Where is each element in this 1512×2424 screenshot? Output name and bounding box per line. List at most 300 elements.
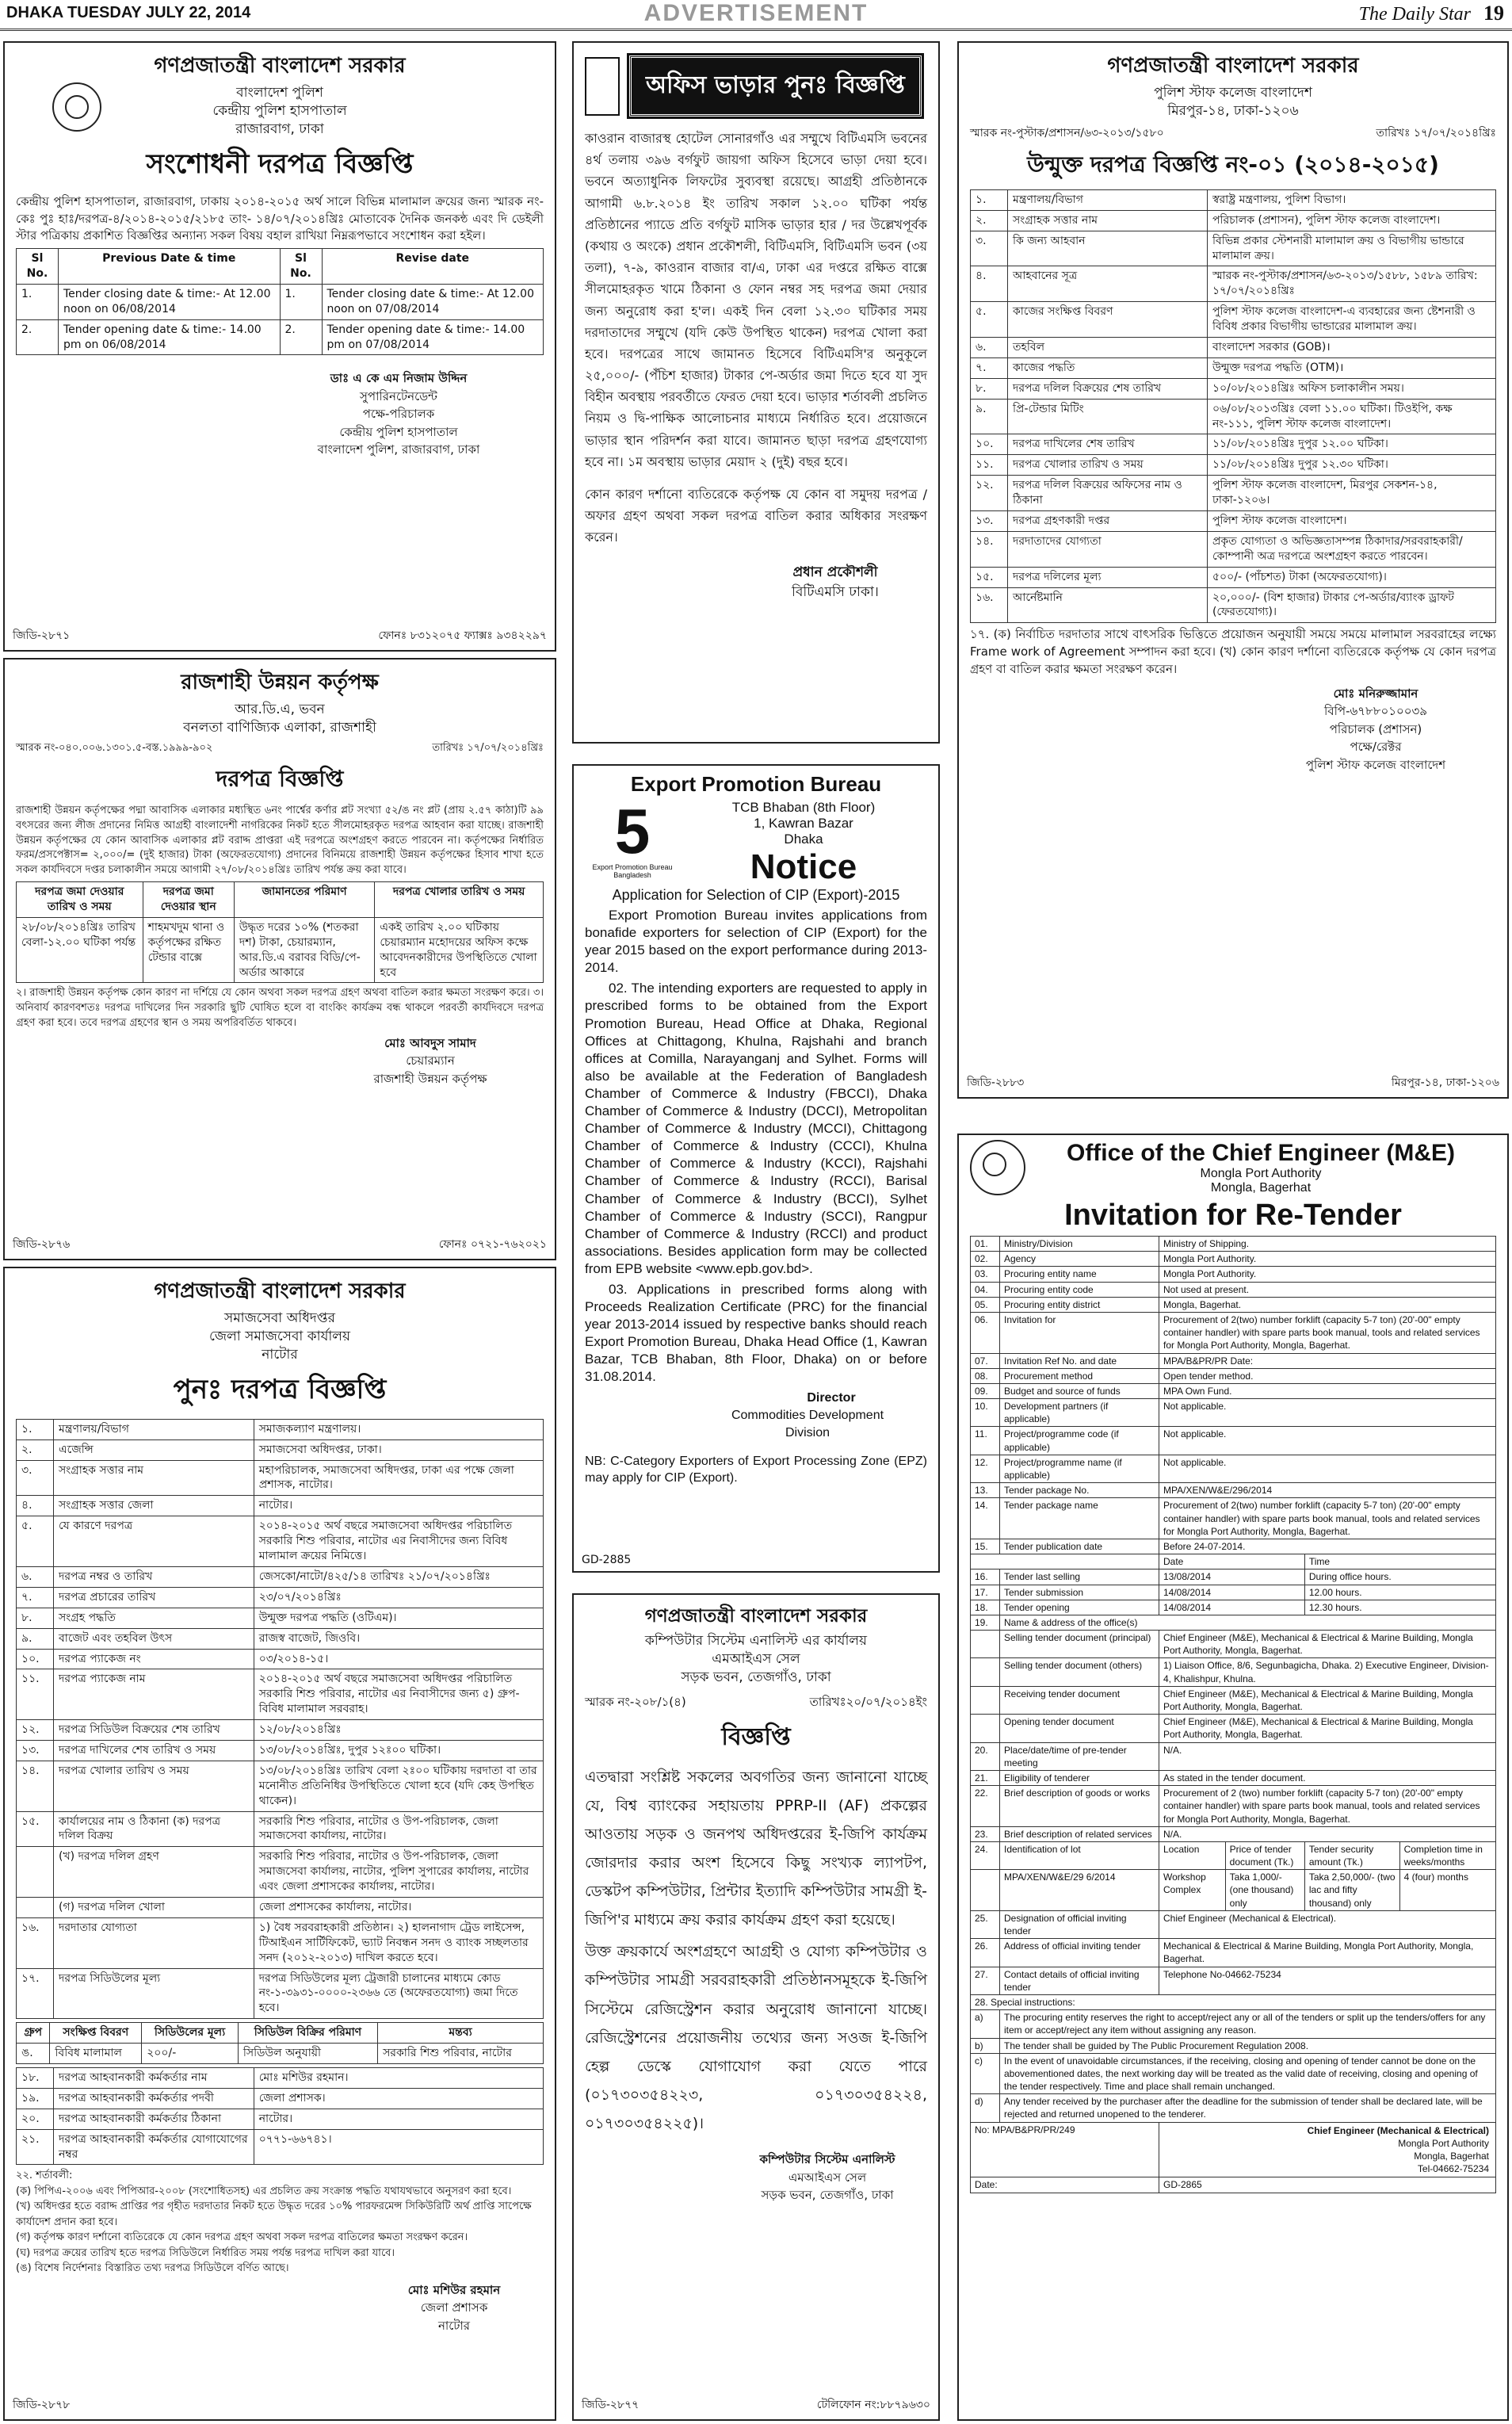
cell: Procurement of 2(two) number forklift (capacity 5-7 ton) (20'-00" empty container handler) with spare parts book manual, tools and related services for Mongla Port Authority, Mongla, Bagerhat. — [1159, 1312, 1496, 1353]
notice-banner: অফিস ভাড়ার পুনঃ বিজ্ঞপ্তি — [629, 55, 922, 117]
sig-line: Mongla, Bagerhat — [1414, 2151, 1489, 2162]
cell: Open tender method. — [1159, 1368, 1496, 1383]
cell — [17, 1847, 54, 1898]
cell: ১১/০৮/২০১৪খ্রিঃ দুপুর ১২.০০ ঘটিকা। — [1207, 434, 1495, 455]
org-line: বনলতা বাণিজ্যিক এলাকা, রাজশাহী — [183, 719, 376, 736]
sig-line: সড়ক ভবন, তেজগাঁও, ঢাকা — [761, 2188, 894, 2203]
cell: c) — [971, 2053, 1000, 2094]
cell: দরপত্র প্রচারের তারিখ — [54, 1587, 254, 1608]
cell: 23. — [971, 1826, 1000, 1841]
signature-block — [727, 2151, 927, 2204]
cell: Mongla Port Authority. — [1159, 1267, 1496, 1282]
ad-police-hospital — [3, 41, 556, 652]
table-row — [971, 1498, 1496, 1539]
table-row — [971, 1585, 1496, 1600]
org-line: পুলিশ স্টাফ কলেজ বাংলাদেশ — [1154, 85, 1312, 101]
signature-block — [254, 369, 544, 459]
org-line: এমআইএস সেল — [712, 1650, 800, 1667]
org-line: Mongla, Bagerhat — [1210, 1181, 1312, 1195]
cell: 13/08/2014 — [1159, 1569, 1305, 1585]
table-row — [17, 1628, 544, 1649]
cell: দরপত্র দলিল বিক্রয়ের শেষ তারিখ — [1008, 378, 1208, 399]
cell: ৫. — [971, 302, 1008, 338]
table-row — [971, 1539, 1496, 1554]
cell: 12.00 hours. — [1304, 1585, 1495, 1600]
notice-heading: Invitation for Re-Tender — [1064, 1199, 1402, 1232]
table-row — [17, 319, 544, 355]
cell: নাটোর। — [254, 2109, 543, 2129]
cell: Identification of lot — [1000, 1841, 1159, 1869]
cell: Any tender received by the purchaser after the deadline for the submission of tender shall be declared late, will be rejected and returned unopened to the tenderer. — [1000, 2094, 1496, 2122]
table-row — [971, 1554, 1496, 1569]
cell: ১৪. — [17, 1761, 54, 1811]
cell: Workshop Complex — [1159, 1870, 1226, 1911]
cell: কি জন্য আহবান — [1008, 231, 1208, 266]
cell: ১৬. — [971, 587, 1008, 623]
table-row — [971, 1282, 1496, 1297]
cell: 09. — [971, 1383, 1000, 1398]
cell: ৭. — [971, 357, 1008, 378]
th: সিডিউল বিক্রির পরিমাণ — [238, 2023, 377, 2044]
table-row — [971, 1686, 1496, 1714]
gd-code: জিডি-২৮৭৭ — [582, 2399, 640, 2411]
para-2: 02. The intending exporters are requested to apply in prescribed forms to be obtained from the Export Promotion Bureau, Head Office at Dhaka, Regional Offices at Chittagong, Khulna, Rajshahi and branch offices at Comilla, Narayanganj and Sylhet. Forms will also be available at the Federation of Bangladesh Chamber of Commerce & Industry (FBCCI), Dhaka Chamber of Commerce & Industry (DCCI), Metropolitan Chamber of Commerce & Industry (MCCI), Chittagong Chamber of Commerce & Industry (CCCI), Khulna Chamber of Commerce & Industry (KCCI), Rajshahi Chamber of Commerce & Industry (RCCI), Barisal Chamber of Commerce & Industry (BCCI), Sylhet Chamber of Commerce & Industry (SCCI), Rangpur Chamber of Commerce & Industry (RCCI) and product associations. Besides application form may be collected from EPB website <www.epb.gov.bd>. — [585, 981, 927, 1276]
gd-code: জিডি-২৮৭৬ — [13, 1238, 71, 1251]
org-line: নাটোর — [262, 1346, 298, 1363]
cell: Mechanical & Electrical & Marine Building, Mongla Port Authority, Mongla, Bagerhat. — [1159, 1939, 1496, 1967]
cell: Opening tender document — [1000, 1715, 1159, 1742]
cell: বাংলাদেশ সরকার (GOB)। — [1207, 338, 1495, 358]
cell: 21. — [971, 1770, 1000, 1785]
table-row — [17, 284, 544, 319]
revision-table — [16, 248, 544, 355]
cell: ২. — [971, 210, 1008, 231]
cell: উদ্ধৃত দরের ১০% (শতকরা দশ) টাকা, চেয়ারম্যান, আর.ডি.এ বরাবর বিডি/পে-অর্ডার আকারে — [234, 917, 375, 983]
cell: ৮. — [971, 378, 1008, 399]
cell: ১৩/০৮/২০১৪খ্রিঃ তারিখ বেলা ২ঃ০০ ঘটিকায় দরদাতা বা তার মনোনীত প্রতিনিধির উপস্থিতিতে খোলা হবে (যদি কেহ উপস্থিত থাকেন)। — [254, 1761, 543, 1811]
table-row — [17, 2067, 544, 2088]
cell — [971, 1870, 1000, 1911]
th: Revise date — [322, 249, 544, 285]
ad-export-promotion — [572, 764, 940, 1573]
cell: আর্নেষ্টমানি — [1008, 587, 1208, 623]
cell: ১৫. — [971, 567, 1008, 587]
cell: Chief Engineer (M&E), Mechanical & Electrical & Marine Building, Mongla Port Authority, Mongla, Bagerhat. — [1159, 1715, 1496, 1742]
table-row — [17, 2109, 544, 2129]
sig-line: বিটিএমসি ঢাকা। — [792, 584, 879, 601]
cell: Ministry of Shipping. — [1159, 1237, 1496, 1252]
table-row — [17, 1669, 544, 1720]
sig-line: বিপি-৬৭৮৮০১০০৩৯ — [1324, 704, 1427, 719]
table-row — [971, 1483, 1496, 1498]
cell: Address of official inviting tender — [1000, 1939, 1159, 1967]
table-row — [17, 1566, 544, 1587]
cell: Not used at present. — [1159, 1282, 1496, 1297]
table-row — [971, 1267, 1496, 1282]
phone: ফোনঃ ৮৩১২০৭৫ ফ্যাক্সঃ ৯৩৪২২৯৭ — [378, 629, 547, 642]
gov-title: গণপ্রজাতন্ত্রী বাংলাদেশ সরকার — [154, 1279, 406, 1303]
cell: দরপত্র দাখিলের শেষ তারিখ ও সময় — [54, 1740, 254, 1761]
ad-computer-analyst — [572, 1593, 940, 2421]
cell: 15. — [971, 1539, 1000, 1554]
addr-line: 1, Kawran Bazar — [754, 816, 853, 831]
table-row — [17, 2088, 544, 2109]
cell: দরপত্র সিডিউলের মূল্য ট্রেজারী চালানের মাধ্যমে কোড নং-১-৩৯৩১-০০০০-২৩৬৬ তে (অফেরতযোগ্য) জমা দিতে হবে। — [254, 1968, 543, 2019]
cell: ১৯. — [17, 2088, 54, 2109]
org-line: রাজারবাগ, ঢাকা — [235, 120, 324, 137]
gd-code: জিডি-২৮৭১ — [13, 629, 71, 642]
tender-details-table — [970, 1236, 1496, 2193]
cell: ১. — [17, 1419, 54, 1439]
cell: Invitation Ref No. and date — [1000, 1353, 1159, 1368]
table-row — [971, 1967, 1496, 1994]
cell: ২০১৪-২০১৫ অর্থ বছরে সমাজসেবা অধিদপ্তর পরিচালিত সরকারি শিশু পরিবার, নাটোর এর নিবাসীদের জন্য বিবিধ মালামাল ক্রয়ের নিমিত্তে। — [254, 1516, 543, 1567]
org-line: সড়ক ভবন, তেজগাঁও, ঢাকা — [681, 1669, 831, 1685]
table-row — [17, 1649, 544, 1669]
table-row — [971, 2010, 1496, 2038]
gov-title: গণপ্রজাতন্ত্রী বাংলাদেশ সরকার — [1107, 54, 1359, 78]
table-row — [971, 1399, 1496, 1427]
cell: Selling tender document (principal) — [1000, 1631, 1159, 1658]
cell: Location — [1159, 1841, 1226, 1869]
condition-item: (খ) অধিদপ্তর হতে বরাদ্দ প্রাপ্তির পর গৃহীত দরদাতার নিকট হতে উদ্ধৃত দরের ১০% পারফরমেন্স সিকিউরিটি অর্থ প্রাপ্তি সাপেক্ষে কার্যাদেশ প্রদান করা হবে। — [16, 2200, 532, 2228]
cell: ৮. — [17, 1608, 54, 1628]
table-row — [971, 476, 1496, 511]
cell: দরপত্র আহবানকারী কর্মকর্তার নাম — [54, 2067, 254, 2088]
cell: তহবিল — [1008, 338, 1208, 358]
table-row — [971, 231, 1496, 266]
cell: রাজস্ব বাজেট, জিওবি। — [254, 1628, 543, 1649]
notice-body-2: কোন কারণ দর্শানো ব্যতিরেকে কর্তৃপক্ষ যে কোন বা সমুদয় দরপত্র / অফার গ্রহণ অথবা সকল দরপত্র বাতিল করার অধিকার সংরক্ষণ করেন। — [585, 487, 927, 545]
cell: জেলা প্রশাসকের কার্যালয়, নাটোর। — [254, 1897, 543, 1917]
cell: Not applicable. — [1159, 1399, 1496, 1427]
cell: Tender opening — [1000, 1600, 1159, 1615]
table-row — [971, 357, 1496, 378]
org-line: Mongla Port Authority — [1200, 1167, 1322, 1180]
masthead — [1359, 2, 1504, 25]
cell: দরদাতাদের যোগ্যতা — [1008, 531, 1208, 567]
cell: 19. — [971, 1615, 1000, 1630]
th: দরপত্র জমা দেওয়ার তারিখ ও সময় — [17, 882, 143, 918]
sig-line: Commodities Development Division — [731, 1408, 884, 1440]
sig-line: মোঃ মনিরুজ্জামান — [1333, 686, 1418, 701]
table-row — [971, 1841, 1496, 1869]
table-row — [971, 378, 1496, 399]
cell: 14/08/2014 — [1159, 1600, 1305, 1615]
nb-note: NB: C-Category Exporters of Export Processing Zone (EPZ) may apply for CIP (Export). — [585, 1454, 927, 1485]
table-row — [971, 2177, 1496, 2193]
cell: সরকারি শিশু পরিবার, নাটোর ও উপ-পরিচালক, জেলা সমাজসেবা কার্যালয়, নাটোর, পুলিশ সুপারের কার্যালয়, নাটোর এবং জেলা প্রশাসকের কার্যালয়, নাটোর। — [254, 1847, 543, 1898]
table-row — [971, 302, 1496, 338]
ad-office-rent — [572, 41, 940, 744]
cell: ১২/০৮/২০১৪খ্রিঃ — [254, 1720, 543, 1741]
cell: ৬. — [17, 1566, 54, 1587]
cell: বিভিন্ন প্রকার স্টেশনারী মালামাল ক্রয় ও বিভাগীয় ভান্ডারে মালামাল ক্রয়। — [1207, 231, 1495, 266]
addr-line: TCB Bhaban (8th Floor) — [731, 800, 876, 815]
cell: 1. — [17, 284, 59, 319]
cell: Mongla, Bagerhat. — [1159, 1297, 1496, 1312]
cell: ১১. — [17, 1669, 54, 1720]
cell: ১৬. — [17, 1917, 54, 1968]
cell: ১৩. — [17, 1740, 54, 1761]
cell: ৪. — [971, 266, 1008, 302]
memo-date: তারিখঃ ১৭/০৭/২০১৪খ্রিঃ — [1376, 126, 1496, 140]
cell: 2. — [280, 319, 322, 355]
cell: ১) বৈধ সরবরাহকারী প্রতিষ্ঠান। ২) হালনাগাদ ট্রেড লাইসেন্স, টিআইএন সার্টিফিকেট, ভ্যাট নিবন্ধন সনদ ও ব্যাংক সচ্ছলতার সনদ (২০১২-২০১৩) দাখিল করতে হবে। — [254, 1917, 543, 1968]
cell: Tender security amount (Tk.) — [1304, 1841, 1399, 1869]
org-line: মিরপুর-১৪, ঢাকা-১২০৬ — [1167, 102, 1299, 119]
cell: Chief Engineer (Mechanical & Electrical). — [1159, 1910, 1496, 1938]
cell: GD-2865 — [1159, 2177, 1496, 2193]
org-title: Export Promotion Bureau — [630, 772, 882, 796]
cell: Chief Engineer (M&E), Mechanical & Electrical & Marine Building, Mongla Port Authority, Mongla, Bagerhat. — [1159, 1686, 1496, 1714]
cell: b) — [971, 2038, 1000, 2053]
gov-title: গণপ্রজাতন্ত্রী বাংলাদেশ সরকার — [644, 1606, 868, 1627]
cell: সংগ্রাহক সত্তার নাম — [1008, 210, 1208, 231]
tender-table — [16, 881, 544, 983]
cell: ২০,০০০/- (বিশ হাজার) টাকার পে-অর্ডার/ব্যাংক ড্রাফট (ফেরতযোগ্য)। — [1207, 587, 1495, 623]
cell: দরপত্র দাখিলের শেষ তারিখ — [1008, 434, 1208, 455]
tender-details-table — [16, 1419, 544, 2019]
cell: 27. — [971, 1967, 1000, 1994]
cell: পুলিশ স্টাফ কলেজ বাংলাদেশ, মিরপুর সেকশন-১৪, ঢাকা-১২০৬। — [1207, 476, 1495, 511]
table-row — [971, 266, 1496, 302]
cell: ১৫. — [17, 1811, 54, 1847]
sig-line: পক্ষে/রেক্টর — [1350, 740, 1402, 755]
cell: MPA Own Fund. — [1159, 1383, 1496, 1398]
cell: Procurement of 2 (two) number forklift (capacity 5-7 ton) (20'-00" empty container handler) with spare parts book manual, tools and related services for Mongla Port Authority, Mongla, Bagerhat. — [1159, 1786, 1496, 1827]
cell: দরপত্র খোলার তারিখ ও সময় — [54, 1761, 254, 1811]
cell: Eligibility of tenderer — [1000, 1770, 1159, 1785]
cell: কাজের সংক্ষিপ্ত বিবরণ — [1008, 302, 1208, 338]
cell: ১১/০৮/২০১৪খ্রিঃ দুপুর ১২.৩০ ঘটিকা। — [1207, 455, 1495, 476]
cell: Procuring entity district — [1000, 1297, 1159, 1312]
cell: Procuring entity name — [1000, 1267, 1159, 1282]
masthead-name: The Daily Star — [1358, 4, 1471, 25]
page-number: 19 — [1483, 2, 1504, 25]
sig-line: কেন্দ্রীয় পুলিশ হাসপাতাল — [339, 424, 458, 439]
cell: 01. — [971, 1237, 1000, 1252]
table-row — [971, 189, 1496, 210]
cell: Development partners (if applicable) — [1000, 1399, 1159, 1427]
cell: প্রকৃত যোগ্যতা ও অভিজ্ঞতাসম্পন্ন ঠিকাদার/সরবরাহকারী/কোম্পানী অত্র দরপত্রে অংশগ্রহণ করতে পারবেন। — [1207, 531, 1495, 567]
cell: 02. — [971, 1252, 1000, 1267]
org-line: আর.ডি.এ, ভবন — [235, 702, 325, 717]
org-line: জেলা সমাজসেবা কার্যালয় — [208, 1328, 350, 1344]
table-row — [971, 2038, 1496, 2053]
table-row — [971, 1383, 1496, 1398]
table-row — [971, 1994, 1496, 2009]
cell: Date: — [971, 2177, 1159, 2193]
cell: 07. — [971, 1353, 1000, 1368]
phone: টেলিফোন নং:৮৮৭৯৬৩০ — [816, 2399, 930, 2411]
cell: MPA/B&PR/PR Date: — [1159, 1353, 1496, 1368]
signature-block — [1159, 2122, 1496, 2177]
cell: 26. — [971, 1939, 1000, 1967]
notice-subject: Application for Selection of CIP (Export)-2015 — [612, 887, 900, 903]
cell: ২. — [17, 1439, 54, 1460]
cell: সংগ্রাহক সত্তার নাম — [54, 1460, 254, 1496]
table-row — [971, 1715, 1496, 1742]
cell: Taka 1,000/- (one thousand) only — [1225, 1870, 1304, 1911]
condition-item: ২২. শর্তাবলী: — [16, 2170, 73, 2182]
cell: বিবিধ মালামাল — [50, 2044, 142, 2064]
conditions — [16, 2168, 544, 2277]
notice-title: পুনঃ দরপত্র বিজ্ঞপ্তি — [173, 1373, 387, 1405]
cell: ২৩/০৭/২০১৪খ্রিঃ — [254, 1587, 543, 1608]
cell: ২০. — [17, 2109, 54, 2129]
cell: সমাজকল্যাণ মন্ত্রণালয়। — [254, 1419, 543, 1439]
table-row — [17, 1847, 544, 1898]
condition-item: (গ) কর্তৃপক্ষ কারণ দর্শানো ব্যতিরেকে যে কোন দরপত্র গ্রহণ অথবা সকল দরপত্র বাতিলের ক্ষমতা সংরক্ষণ করেন। — [16, 2231, 468, 2244]
cell: ৩. — [971, 231, 1008, 266]
cell: In the event of unavoidable circumstances, if the receiving, closing and opening of tender cannot be done on the abovementioned dates, the next working day will be treated as the valid date of receiving, closing and opening of the tender respectively. Time and place shall remain unchanged. — [1000, 2053, 1496, 2094]
th: সংক্ষিপ্ত বিবরণ — [50, 2023, 142, 2044]
table-row — [971, 567, 1496, 587]
para-3: 03. Applications in prescribed forms along with Proceeds Realization Certificate (PRC) for the financial year 2013-2014 issued by respective banks should reach Export Promotion Bureau, Dhaka Head Office (1, Kawran Bazar, TCB Bhaban, 8th Floor, Dhaka) on or before 31.08.2014. — [585, 1281, 927, 1385]
signature-block — [743, 563, 927, 603]
th: দরপত্র খোলার তারিখ ও সময় — [375, 882, 544, 918]
cell: 24. — [971, 1841, 1000, 1869]
memo-ref: স্মারক নং-২০৮/১(৪) — [585, 1694, 686, 1709]
table-row — [17, 1740, 544, 1761]
notice-body: রাজশাহী উন্নয়ন কর্তৃপক্ষের পদ্মা আবাসিক এলাকার মধ্যস্থিত ৬নং পার্শ্বের কর্ণার প্লট সংখ্যা ৫২/ঙ নং প্লট (প্রায় ২.৫৭ কাঠা)টি ৯৯ বৎসরের জন্য লীজ প্রদানের নিমিত্ত আগ্রহী বাংলাদেশী নাগরিকের নিকট হতে সীলমোহরকৃত দরপত্র আহবান করা যাচ্ছে। রাজশাহী উন্নয়ন কর্তৃপক্ষের যে কোন আবাসিক এলাকার প্লট বরাদ্দ প্রাপ্তরা এই দরপত্রে অংশগ্রহণ করতে পারবেন না। কর্তৃপক্ষের নির্ধারিত ফরম/প্রসপেক্টাস= ২,০০০/= (দুই হাজার) টাকা (অফেরতযোগ্য) প্রদানের বিনিময়ে রাজশাহী উন্নয়ন কর্তৃপক্ষের হিসাব শাখা হতে সকল কার্যদিবসে দপ্তর চলাকালীন সময়ে আগামী ২৭/০৮/২০১৪খ্রিঃ তারিখ পর্যন্ত ক্রয় করা যাবে। — [16, 804, 544, 877]
cell: 14. — [971, 1498, 1000, 1539]
officer-table — [16, 2067, 544, 2165]
cell: সরকারি শিশু পরিবার, নাটোর ও উপ-পরিচালক, জেলা সমাজসেবা কার্যালয়, নাটোর। — [254, 1811, 543, 1847]
table-row — [17, 917, 544, 983]
cell: Procuring entity code — [1000, 1282, 1159, 1297]
cell: Time — [1304, 1554, 1495, 1569]
table-row — [971, 1615, 1496, 1630]
cell: Tender opening date & time:- 14.00 pm on 06/08/2014 — [59, 319, 281, 355]
table-row — [971, 1786, 1496, 1827]
table-row — [17, 2044, 544, 2064]
cell: 4 (four) months — [1399, 1870, 1495, 1911]
cell: ১০/০৮/২০১৪খ্রিঃ অফিস চলাকালীন সময়। — [1207, 378, 1495, 399]
cell: Project/programme name (if applicable) — [1000, 1455, 1159, 1482]
table-row — [17, 1516, 544, 1567]
cell: মোঃ মশিউর রহমান। — [254, 2067, 543, 2088]
table-row — [17, 2129, 544, 2165]
table-row — [971, 1600, 1496, 1615]
table-row — [17, 1917, 544, 1968]
cell: উন্মুক্ত দরপত্র পদ্ধতি (ওটিএম)। — [254, 1608, 543, 1628]
cell: ১. — [971, 189, 1008, 210]
cell: 11. — [971, 1427, 1000, 1455]
table-row — [971, 1252, 1496, 1267]
cell: 1. — [280, 284, 322, 319]
table-row — [17, 1439, 544, 1460]
cell: Brief description of goods or works — [1000, 1786, 1159, 1827]
cell: ৯. — [971, 399, 1008, 434]
cell: a) — [971, 2010, 1000, 2038]
cell: দরপত্র নম্বর ও তারিখ — [54, 1566, 254, 1587]
cell: Tender closing date & time:- At 12.00 noon on 07/08/2014 — [322, 284, 544, 319]
cell: দরপত্র প্যাকেজ নং — [54, 1649, 254, 1669]
table-row — [971, 511, 1496, 532]
cell: এজেন্সি — [54, 1439, 254, 1460]
cell: দরপত্র দলিলের মূল্য — [1008, 567, 1208, 587]
cell: ১৪. — [971, 531, 1008, 567]
gd-code: জিডি-২৮৭৮ — [13, 2399, 71, 2411]
gov-title: গণপ্রজাতন্ত্রী বাংলাদেশ সরকার — [154, 54, 406, 78]
ad-social-services — [3, 1267, 556, 2421]
cell: দরপত্র আহবানকারী কর্মকর্তার ঠিকানা — [54, 2109, 254, 2129]
cell: প্রি-টেন্ডার মিটিং — [1008, 399, 1208, 434]
cell: সংগ্রাহক সত্তার জেলা — [54, 1496, 254, 1516]
cell: ৫০০/- (পাঁচশত) টাকা (অফেরতযোগ্য)। — [1207, 567, 1495, 587]
cell: ০৬/০৮/২০১৩খ্রিঃ বেলা ১১.০০ ঘটিকা। টিওইপি, কক্ষ নং-১১১, পুলিশ স্টাফ কলেজ বাংলাদেশ। — [1207, 399, 1495, 434]
cell: Tender package No. — [1000, 1483, 1159, 1498]
cell: Price of tender document (Tk.) — [1225, 1841, 1304, 1869]
cell: ১২. — [971, 476, 1008, 511]
sig-line: Director — [807, 1390, 856, 1405]
table-row — [971, 338, 1496, 358]
cell: দরপত্র আহবানকারী কর্মকর্তার পদবী — [54, 2088, 254, 2109]
ad-mongla-port — [957, 1134, 1509, 2421]
cell: 10. — [971, 1399, 1000, 1427]
sig-line: Chief Engineer (Mechanical & Electrical) — [1307, 2124, 1489, 2136]
table-row — [17, 1419, 544, 1439]
cell: Contact details of official inviting tender — [1000, 1967, 1159, 1994]
cell: উন্মুক্ত দরপত্র পদ্ধতি (OTM)। — [1207, 357, 1495, 378]
sig-line: চেয়ারম্যান — [406, 1053, 455, 1069]
cell: মন্ত্রণালয়/বিভাগ — [1008, 189, 1208, 210]
sig-line: পক্ষে-পরিচালক — [362, 407, 435, 422]
cell: Mongla Port Authority. — [1159, 1252, 1496, 1267]
cell: কাজের পদ্ধতি — [1008, 357, 1208, 378]
table-row — [971, 1826, 1496, 1841]
table-row — [971, 2094, 1496, 2122]
cell: The tender shall be guided by The Public Procurement Regulation 2008. — [1000, 2038, 1496, 2053]
table-row — [971, 399, 1496, 434]
notice-body: এতদ্বারা সংশ্লিষ্ট সকলের অবগতির জন্য জানানো যাচ্ছে যে, বিশ্ব ব্যাংকের সহায়তায় PPRP-II (AF) প্রকল্পের আওতায় সড়ক ও জনপথ অধিদপ্তরের ই-জিপি কার্যক্রম জোরদার করার অংশ হিসেবে কিছু সংখ্যক ল্যাপটপ, ডেস্কটপ কম্পিউটার, প্রিন্টার ইত্যাদি কম্পিউটার সামগ্রী ই-জিপি'র মাধ্যমে ক্রয় করার কার্যক্রম গ্রহণ করা হয়েছে। — [585, 1768, 927, 1929]
table-row — [971, 1870, 1496, 1911]
sig-line: ডাঃ এ কে এম নিজাম উদ্দিন — [330, 371, 468, 386]
cell: বাজেট এবং তহবিল উৎস — [54, 1628, 254, 1649]
sig-line: Tel-04662-75234 — [1417, 2163, 1489, 2175]
mongla-port-logo-icon — [970, 1140, 1025, 1195]
cell: N/A. — [1159, 1742, 1496, 1770]
cell: ৭. — [17, 1587, 54, 1608]
table-row — [971, 587, 1496, 623]
cell: 05. — [971, 1297, 1000, 1312]
cell — [17, 1897, 54, 1917]
cell: যে কারণে দরপত্র — [54, 1516, 254, 1567]
cell: ১৭. — [17, 1968, 54, 2019]
cell: Tender publication date — [1000, 1539, 1159, 1554]
memo-ref: স্মারক নং-০৪০.০০৬.১৩০১.৫-বস্ত.১৯৯৯-৯০২ — [16, 741, 213, 754]
memo-ref: স্মারক নং-পুস্টাক/প্রশাসন/৬৩-২০১৩/১৫৮০ — [970, 126, 1164, 140]
cell: জেসকো/নাটো/৪২৫/১৪ তারিখঃ ২১/০৭/২০১৪খ্রিঃ — [254, 1566, 543, 1587]
cell: ২০০/- — [142, 2044, 239, 2064]
cell: ২৮/০৮/২০১৪খ্রিঃ তারিখ বেলা-১২.০০ ঘটিকা পর্যন্ত — [17, 917, 143, 983]
cell: দরপত্র খোলার তারিখ ও সময় — [1008, 455, 1208, 476]
table-row — [17, 1968, 544, 2019]
cell: নাটোর। — [254, 1496, 543, 1516]
cell: 22. — [971, 1786, 1000, 1827]
sig-line: এমআইএস সেল — [788, 2170, 867, 2185]
sig-line: পরিচালক (প্রশাসন) — [1329, 721, 1422, 736]
th: মন্তব্য — [378, 2023, 544, 2044]
cell: The procuring entity reserves the right to accept/reject any or all of the tenders or split up the tenders/offers for any item or accept/reject any item without assigning any reason. — [1000, 2010, 1496, 2038]
cell: Taka 2,50,000/- (two lac and fifty thousand) only — [1304, 1870, 1399, 1911]
table-row — [971, 2122, 1496, 2177]
cell: 08. — [971, 1368, 1000, 1383]
sig-line: প্রধান প্রকৌশলী — [792, 564, 878, 580]
cell: ১০. — [971, 434, 1008, 455]
